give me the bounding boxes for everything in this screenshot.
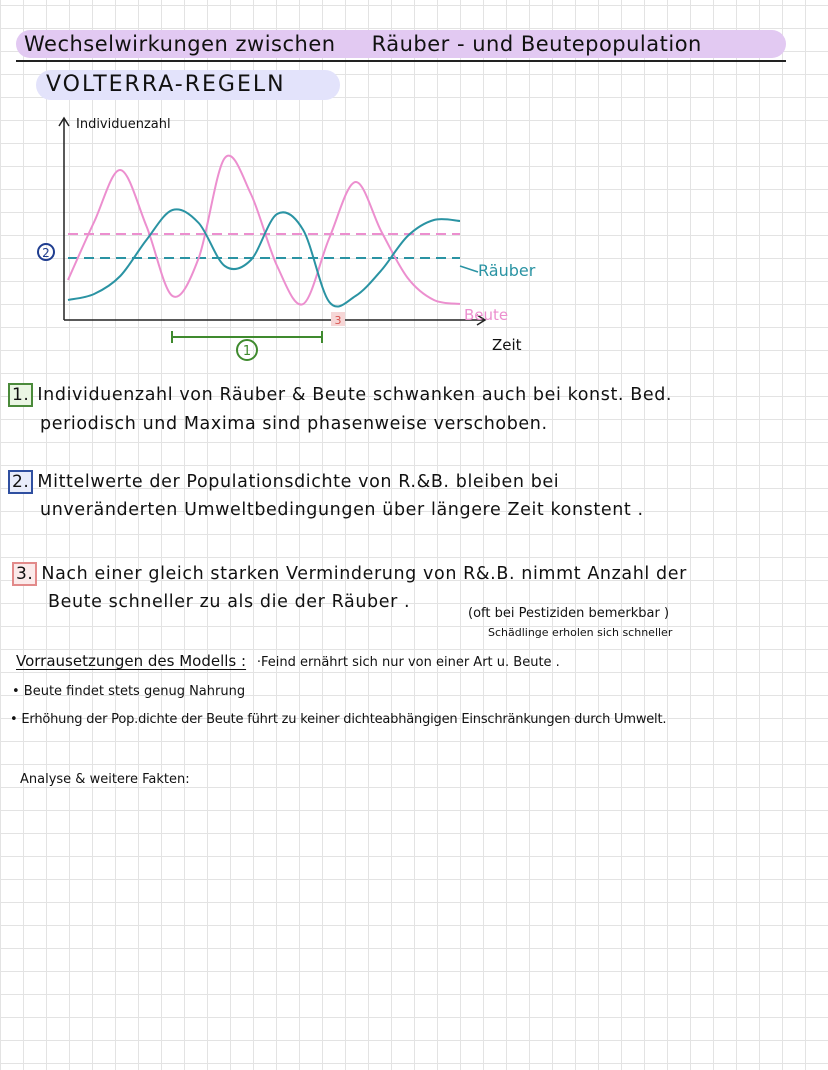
rule-3-line-2: Beute schneller zu als die der Räuber . [48,592,411,612]
rule-2-number-box: 2. [8,470,33,494]
svg-text:1: 1 [242,344,252,359]
rule-3-note-1: (oft bei Pestiziden bemerkbar ) [468,606,670,621]
predator-label-pointer [460,266,478,272]
y-axis-label: Individuenzahl [76,117,171,132]
rule-3-text-1: Nach einer gleich starken Verminderung von R&.B. nimmt Anzahl der [41,564,687,584]
rule-2-line-2: unveränderten Umweltbedingungen über längere Zeit konstent . [40,500,644,520]
prey-series-line [68,156,460,305]
rule-3-line-1 [12,562,687,586]
x-axis [64,315,485,325]
model-heading: Vorrausetzungen des Modells : [16,652,247,670]
y-axis [59,118,69,320]
title-part-2: Räuber - und Beutepopulation [371,32,702,56]
rule-1-number-box: 1. [8,383,33,407]
subtitle: VOLTERRA-REGELN [46,72,286,97]
minimum-marker [331,312,345,327]
rule-2-text-1: Mittelwerte der Populationsdichte von R.&B. bleiben bei [37,472,560,492]
model-item-1: ·Feind ernährt sich nur von einer Art u. Beute . [256,655,560,670]
title-underline [16,60,786,62]
x-axis-label: Zeit [492,336,522,354]
rule-1-text-1: Individuenzahl von Räuber & Beute schwanken auch bei konst. Bed. [37,385,673,405]
mean-marker [38,244,54,260]
svg-text:2: 2 [42,246,50,260]
rule-2-line-1 [8,470,559,494]
model-item-3: • Erhöhung der Pop.dichte der Beute führt zu keiner dichteabhängigen Einschränkungen durch Umwelt. [10,712,667,727]
rule-1-line-2: periodisch und Maxima sind phasenweise verschoben. [40,414,548,434]
predator-prey-chart [0,100,828,370]
rule-3-note-2: Schädlinge erholen sich schneller [488,626,673,639]
title-part-1: Wechselwirkungen zwischen [24,32,336,56]
analysis-heading: Analyse & weitere Fakten: [20,772,190,787]
prey-series-label: Beute [464,306,509,324]
svg-text:3: 3 [334,314,342,327]
rule-3-number-box: 3. [12,562,37,586]
page-title [24,32,702,56]
predator-series-label: Räuber [478,261,536,280]
model-section [16,652,560,670]
rule-1-line-1 [8,383,672,407]
model-item-2: • Beute findet stets genug Nahrung [12,684,246,699]
period-marker [172,331,322,360]
